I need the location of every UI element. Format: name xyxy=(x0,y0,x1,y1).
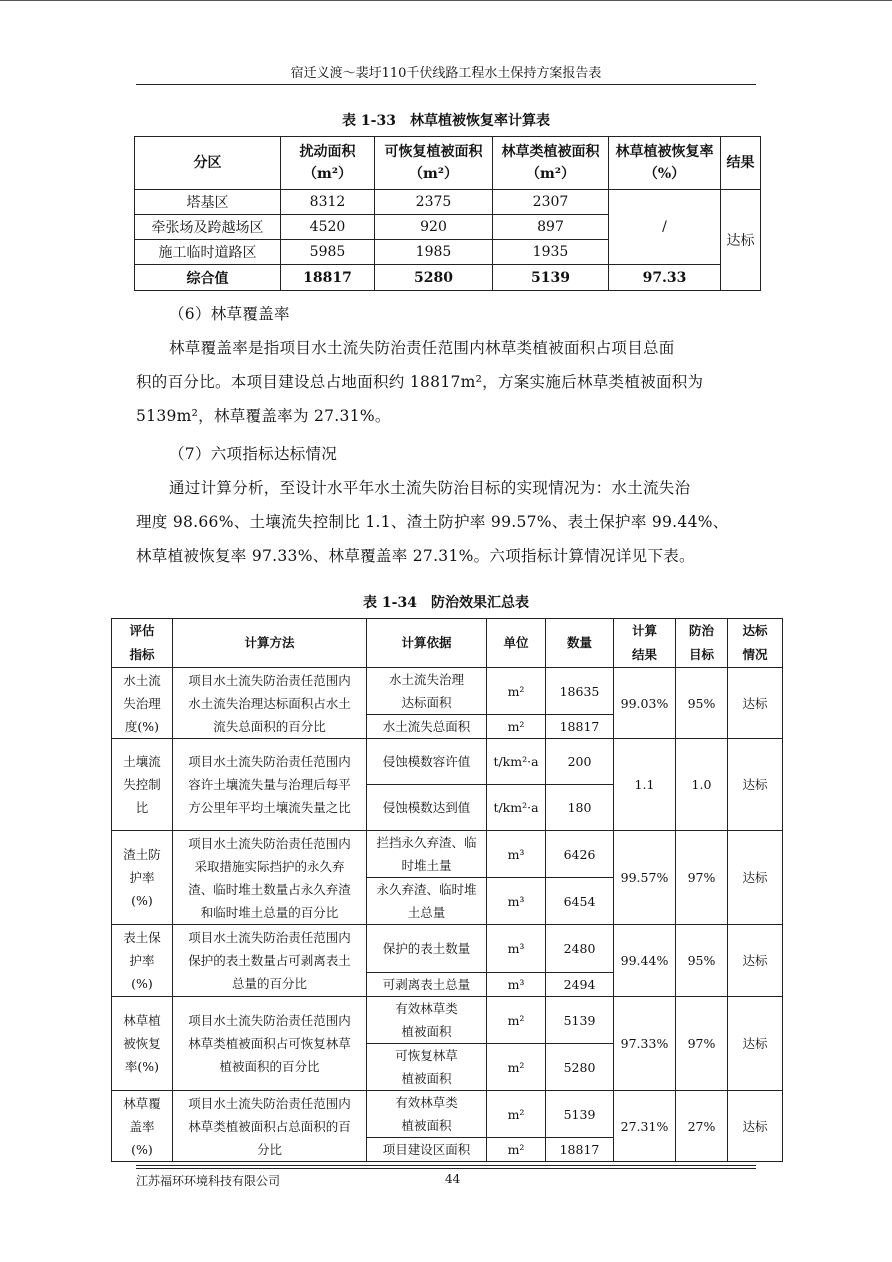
summary-row: 综合值 18817 5280 5139 97.33 xyxy=(135,265,761,291)
table2-caption: 表 1-34 防治效果汇总表 xyxy=(363,595,529,611)
status-cell: 达标 xyxy=(728,739,783,831)
footer-rule xyxy=(136,1165,756,1166)
basis-cell: 侵蚀模数容许值 xyxy=(367,739,487,785)
table-row: 塔基区 8312 2375 2307 / 达标 xyxy=(135,190,761,215)
basis-cell: 项目建设区面积 xyxy=(367,1138,487,1162)
basis-cell: 保护的表土数量 xyxy=(367,925,487,973)
table-row: 施工临时道路区 5985 1985 1935 xyxy=(135,240,761,265)
section-6: （6）林草覆盖率 林草覆盖率是指项目水土流失防治责任范围内林草类植被面积占项目总面 积的百分比。本项目建设总占地面积约 18817m²，方案实施后林草类植被面积为 5139m²，林草覆盖率为 27.31%。 xyxy=(136,297,758,433)
quantity-cell: 6426 xyxy=(546,831,614,878)
calc-result-cell: 99.44% xyxy=(614,925,676,997)
col-header-method: 计算方法 xyxy=(173,619,367,668)
table-row xyxy=(112,668,783,715)
calc-result-cell: 99.57% xyxy=(614,831,676,925)
section-7-title: （7）六项指标达标情况 xyxy=(169,445,338,463)
method-cell: 项目水土流失防治责任范围内 林草类植被面积占可恢复林草 植被面积的百分比 xyxy=(173,997,367,1091)
unit-cell: m² xyxy=(487,997,546,1044)
footer-rule-2 xyxy=(136,1168,756,1169)
indicator-cell: 林草覆 盖率 (%) xyxy=(112,1091,173,1162)
table-row xyxy=(112,831,783,878)
target-cell: 97% xyxy=(676,997,728,1091)
indicator-cell: 渣土防 护率 (%) xyxy=(112,831,173,925)
section-7: （7）六项指标达标情况 通过计算分析，至设计水平年水土流失防治目标的实现情况为：水土流失治 理度 98.66%、土壤流失控制比 1.1、渣土防护率 99.57%、表土保护率 99.44%、 林草植被恢复率 97.33%、林草覆盖率 27.31%。六项指标计算情况详见下表。 xyxy=(136,437,758,573)
rate-slash-cell: / xyxy=(609,190,721,265)
indicator-cell: 土壤流 失控制 比 xyxy=(112,739,173,831)
basis-cell: 有效林草类 植被面积 xyxy=(367,997,487,1044)
table-row: 牵张场及跨越场区 4520 920 897 xyxy=(135,215,761,240)
basis-cell: 有效林草类 植被面积 xyxy=(367,1091,487,1138)
table-row xyxy=(112,925,783,973)
col-header-zone: 分区 xyxy=(135,137,281,190)
basis-cell: 拦挡永久弃渣、临 时堆土量 xyxy=(367,831,487,878)
method-cell: 项目水土流失防治责任范围内 林草类植被面积占总面积的百 分比 xyxy=(173,1091,367,1162)
basis-cell: 侵蚀模数达到值 xyxy=(367,785,487,831)
col-header-result: 结果 xyxy=(721,137,761,190)
target-cell: 95% xyxy=(676,925,728,997)
quantity-cell: 5139 xyxy=(546,997,614,1044)
unit-cell: m² xyxy=(487,1138,546,1162)
col-header-vegetation-area: 林草类植被面积 （m²） xyxy=(493,137,609,190)
quantity-cell: 18817 xyxy=(546,715,614,739)
vegetation-recovery-table xyxy=(134,136,761,291)
result-cell: 达标 xyxy=(721,190,761,291)
target-cell: 1.0 xyxy=(676,739,728,831)
basis-cell: 水土流失治理 达标面积 xyxy=(367,668,487,715)
quantity-cell: 6454 xyxy=(546,878,614,925)
section-6-title: （6）林草覆盖率 xyxy=(169,305,290,323)
page-header: 宿迁义渡～裴圩110千伏线路工程水土保持方案报告表 xyxy=(290,66,602,81)
status-cell: 达标 xyxy=(728,668,783,739)
indicator-cell: 水土流 失治理 度(%) xyxy=(112,668,173,739)
basis-cell: 可剥离表土总量 xyxy=(367,973,487,997)
quantity-cell: 2494 xyxy=(546,973,614,997)
header-rule xyxy=(136,84,756,85)
col-header-indicator: 评估 指标 xyxy=(112,619,173,668)
quantity-cell: 5280 xyxy=(546,1044,614,1091)
quantity-cell: 180 xyxy=(546,785,614,831)
col-header-status: 达标 情况 xyxy=(728,619,783,668)
calc-result-cell: 99.03% xyxy=(614,668,676,739)
basis-cell: 可恢复林草 植被面积 xyxy=(367,1044,487,1091)
table-row xyxy=(112,997,783,1044)
col-header-target: 防治 目标 xyxy=(676,619,728,668)
quantity-cell: 5139 xyxy=(546,1091,614,1138)
unit-cell: m³ xyxy=(487,925,546,973)
unit-cell: m² xyxy=(487,1091,546,1138)
indicator-cell: 表土保 护率 (%) xyxy=(112,925,173,997)
method-cell: 项目水土流失防治责任范围内 保护的表土数量占可剥离表土 总量的百分比 xyxy=(173,925,367,997)
basis-cell: 水土流失总面积 xyxy=(367,715,487,739)
target-cell: 95% xyxy=(676,668,728,739)
col-header-unit: 单位 xyxy=(487,619,546,668)
quantity-cell: 2480 xyxy=(546,925,614,973)
method-cell: 项目水土流失防治责任范围内 采取措施实际挡护的永久弃 渣、临时堆土数量占永久弃渣 和临时堆土总量的百分比 xyxy=(173,831,367,925)
status-cell: 达标 xyxy=(728,831,783,925)
status-cell: 达标 xyxy=(728,997,783,1091)
unit-cell: t/km²·a xyxy=(487,785,546,831)
col-header-calc-result: 计算 结果 xyxy=(614,619,676,668)
unit-cell: m³ xyxy=(487,973,546,997)
method-cell: 项目水土流失防治责任范围内 水土流失治理达标面积占水土 流失总面积的百分比 xyxy=(173,668,367,739)
table-row xyxy=(112,739,783,785)
unit-cell: m³ xyxy=(487,878,546,925)
table1-caption: 表 1-33 林草植被恢复率计算表 xyxy=(342,113,550,129)
status-cell: 达标 xyxy=(728,925,783,997)
quantity-cell: 200 xyxy=(546,739,614,785)
table-row xyxy=(112,1091,783,1138)
page-number: 44 xyxy=(445,1172,461,1186)
top-border-line xyxy=(0,0,892,1)
col-header-basis: 计算依据 xyxy=(367,619,487,668)
quantity-cell: 18817 xyxy=(546,1138,614,1162)
unit-cell: t/km²·a xyxy=(487,739,546,785)
calc-result-cell: 27.31% xyxy=(614,1091,676,1162)
status-cell: 达标 xyxy=(728,1091,783,1162)
unit-cell: m³ xyxy=(487,831,546,878)
col-header-recoverable-area: 可恢复植被面积 （m²） xyxy=(375,137,493,190)
basis-cell: 永久弃渣、临时堆 土总量 xyxy=(367,878,487,925)
col-header-recovery-rate: 林草植被恢复率 （%） xyxy=(609,137,721,190)
method-cell: 项目水土流失防治责任范围内 容许土壤流失量与治理后每平 方公里年平均土壤流失量之比 xyxy=(173,739,367,831)
prevention-effect-table xyxy=(111,618,783,1162)
col-header-disturbed-area: 扰动面积 （m²） xyxy=(281,137,375,190)
footer-company: 江苏福环环境科技有限公司 xyxy=(136,1174,281,1188)
calc-result-cell: 1.1 xyxy=(614,739,676,831)
target-cell: 27% xyxy=(676,1091,728,1162)
unit-cell: m² xyxy=(487,715,546,739)
unit-cell: m² xyxy=(487,1044,546,1091)
calc-result-cell: 97.33% xyxy=(614,997,676,1091)
col-header-quantity: 数量 xyxy=(546,619,614,668)
indicator-cell: 林草植 被恢复 率(%) xyxy=(112,997,173,1091)
unit-cell: m² xyxy=(487,668,546,715)
quantity-cell: 18635 xyxy=(546,668,614,715)
target-cell: 97% xyxy=(676,831,728,925)
